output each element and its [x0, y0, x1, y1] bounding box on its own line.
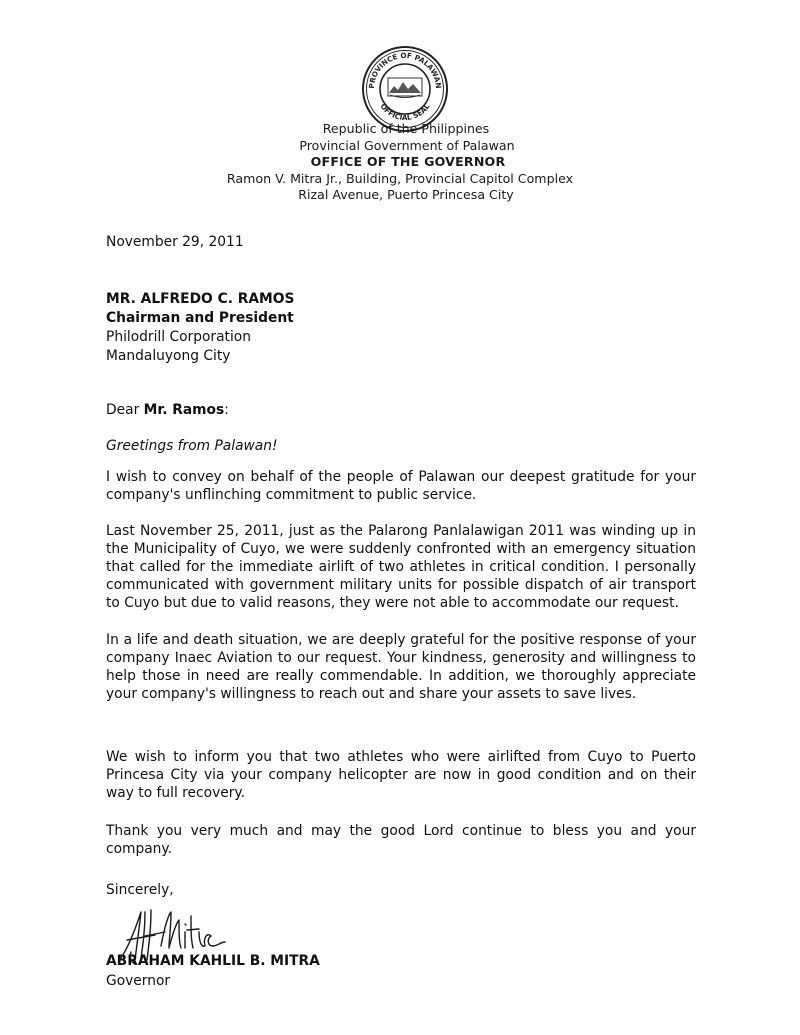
svg-text:OFFICIAL SEAL: [378, 102, 431, 122]
recipient-city: Mandaluyong City: [106, 348, 231, 364]
seal-bottom-text: OFFICIAL SEAL: [378, 101, 432, 123]
body-paragraph-emergency: Last November 25, 2011, just as the Palarong Panlalawigan 2011 was winding up in the Municipality of Cuyo, we were suddenly confronted with an emergency situation that called for the immediate airlift of two athletes in critical condition. I personally communicated with government military units for possible dispatch of air transport to Cuyo but due to valid reasons, they were not able to accommodate our request.: [106, 523, 696, 611]
salutation-suffix: :: [224, 402, 229, 418]
recipient-block: [106, 290, 294, 366]
salutation: [106, 400, 229, 420]
letterhead-country: Republic of the Philippines: [322, 121, 490, 136]
body-paragraph-gratitude: I wish to convey on behalf of the people of Palawan our deepest gratitude for your company's unflinching commitment to public service.: [106, 469, 696, 503]
recipient-company: Philodrill Corporation: [106, 329, 251, 345]
body-paragraph-response: In a life and death situation, we are deeply grateful for the positive response of your company Inaec Aviation to our request. Your kindness, generosity and willingness to help those in need are really commendable. In addition, we thoroughly appreciate your company's willingness to reach out and share your assets to save lives.: [106, 632, 696, 702]
recipient-name: MR. ALFREDO C. RAMOS: [106, 291, 295, 307]
greeting: Greetings from Palawan!: [106, 438, 278, 454]
body-paragraph-status: We wish to inform you that two athletes who were airlifted from Cuyo to Puerto Princesa City via your company helicopter are now in good condition and on their way to full recovery.: [106, 749, 696, 801]
body-paragraph-thanks: Thank you very much and may the good Lord continue to bless you and your company.: [106, 823, 696, 857]
letterhead-government: Provincial Government of Palawan: [299, 137, 515, 153]
closing: Sincerely,: [106, 882, 174, 898]
letterhead-office: OFFICE OF THE GOVERNOR: [310, 154, 506, 169]
signer-name: ABRAHAM KAHLIL B. MITRA: [106, 953, 320, 969]
letterhead: [0, 121, 800, 204]
salutation-prefix: Dear: [106, 402, 144, 418]
salutation-name: Mr. Ramos: [143, 402, 225, 418]
letterhead-building: Ramon V. Mitra Jr., Building, Provincial Capitol Complex: [226, 170, 574, 186]
letter-date: November 29, 2011: [106, 234, 244, 250]
letterhead-address: Rizal Avenue, Puerto Princesa City: [298, 187, 514, 202]
recipient-title: Chairman and President: [106, 310, 294, 326]
signer-title: Governor: [106, 973, 171, 989]
seal-top-text: PROVINCE OF PALAWAN: [366, 50, 444, 89]
